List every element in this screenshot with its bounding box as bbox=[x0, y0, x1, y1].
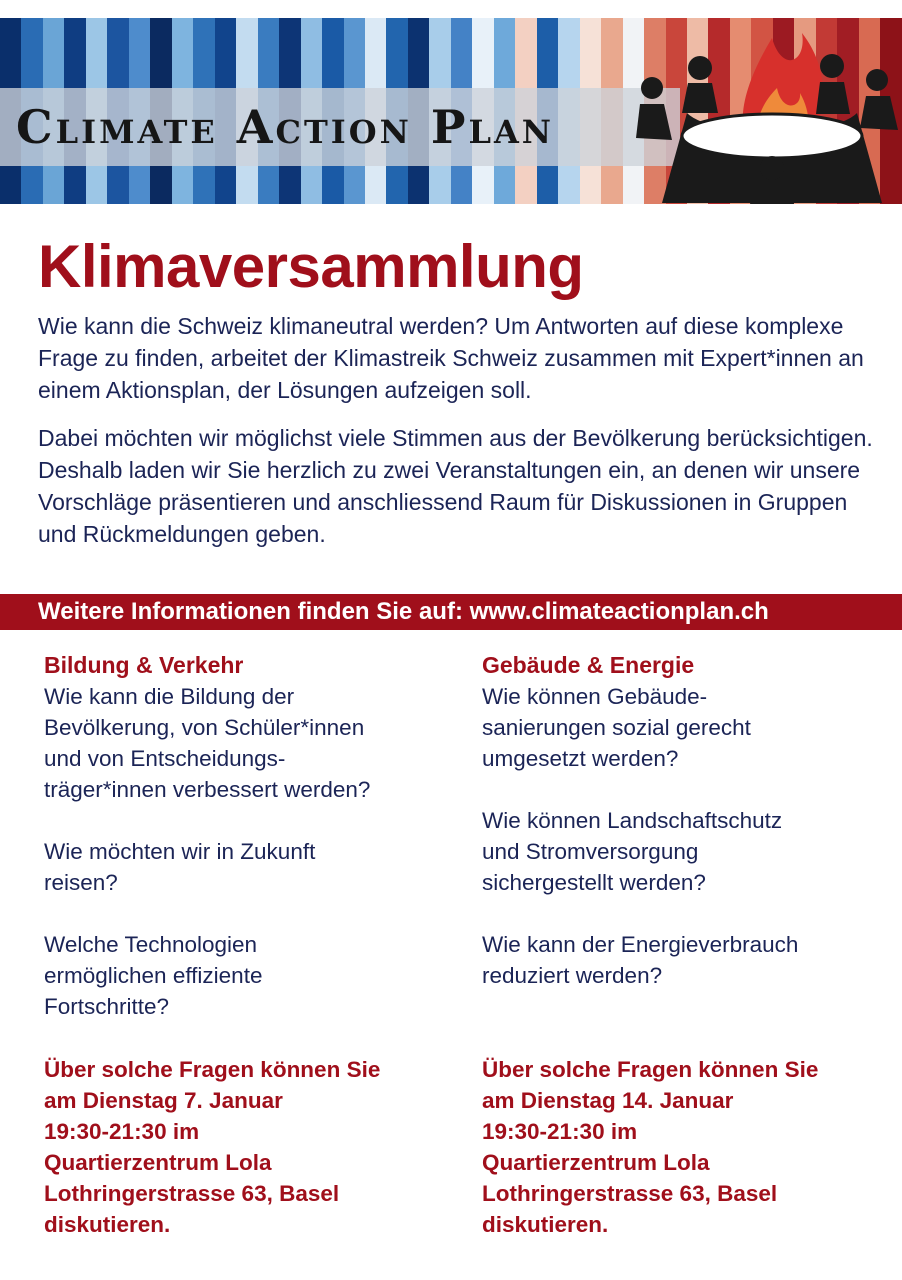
event-line: diskutieren. bbox=[482, 1212, 609, 1237]
intro-paragraph-2: Dabei möchten wir möglichst viele Stimmen aus der Bevölkerung berücksichtigen. Deshalb laden wir Sie herzlich zu zwei Veranstaltungen ein, an denen wir unsere Vorschläge präsentieren und anschliessend Raum für Diskussionen in Gruppen und Rückmeldungen geben. bbox=[38, 425, 873, 547]
event-venue: Quartierzentrum Lola bbox=[44, 1150, 272, 1175]
event-time: 19:30-21:30 im bbox=[482, 1119, 638, 1144]
topic-column-left bbox=[44, 650, 444, 1053]
info-link-bar[interactable]: Weitere Informationen finden Sie auf: www.climateactionplan.ch bbox=[0, 594, 902, 630]
question: Wie kann der Energieverbrauch reduziert werden? bbox=[482, 932, 799, 988]
assembly-fire-illustration bbox=[632, 18, 902, 204]
banner-title: Climate Action Plan bbox=[16, 100, 555, 154]
event-venue: Quartierzentrum Lola bbox=[482, 1150, 710, 1175]
event-line: Über solche Fragen können Sie bbox=[44, 1057, 381, 1082]
event-address: Lothringerstrasse 63, Basel bbox=[482, 1181, 778, 1206]
question: Wie kann die Bildung der Bevölkerung, von Schüler*innen und von Entscheidungs- träger*innen verbessert werden? bbox=[44, 684, 371, 802]
page-title: Klimaversammlung bbox=[38, 233, 584, 300]
event-date: am Dienstag 14. Januar bbox=[482, 1088, 734, 1113]
question: Wie können Landschaftschutz und Stromversorgung sichergestellt werden? bbox=[482, 808, 783, 895]
event-line: diskutieren. bbox=[44, 1212, 171, 1237]
question: Welche Technologien ermöglichen effiziente Fortschritte? bbox=[44, 932, 263, 1019]
event-time: 19:30-21:30 im bbox=[44, 1119, 200, 1144]
header-banner bbox=[0, 18, 902, 204]
event-date: am Dienstag 7. Januar bbox=[44, 1088, 283, 1113]
event-details-left bbox=[44, 1054, 454, 1240]
event-address: Lothringerstrasse 63, Basel bbox=[44, 1181, 340, 1206]
question: Wie möchten wir in Zukunft reisen? bbox=[44, 839, 316, 895]
event-line: Über solche Fragen können Sie bbox=[482, 1057, 819, 1082]
intro-paragraph-1: Wie kann die Schweiz klimaneutral werden? Um Antworten auf diese komplexe Frage zu finden, arbeitet der Klimastreik Schweiz zusammen mit Expert*innen an einem Aktionsplan, der Lösungen aufzeigen soll. bbox=[38, 313, 864, 403]
event-details-right bbox=[482, 1054, 892, 1240]
topic-title: Bildung & Verkehr bbox=[44, 652, 244, 678]
topic-title: Gebäude & Energie bbox=[482, 652, 695, 678]
question: Wie können Gebäude- sanierungen sozial gerecht umgesetzt werden? bbox=[482, 684, 751, 771]
topic-column-right bbox=[482, 650, 882, 1022]
